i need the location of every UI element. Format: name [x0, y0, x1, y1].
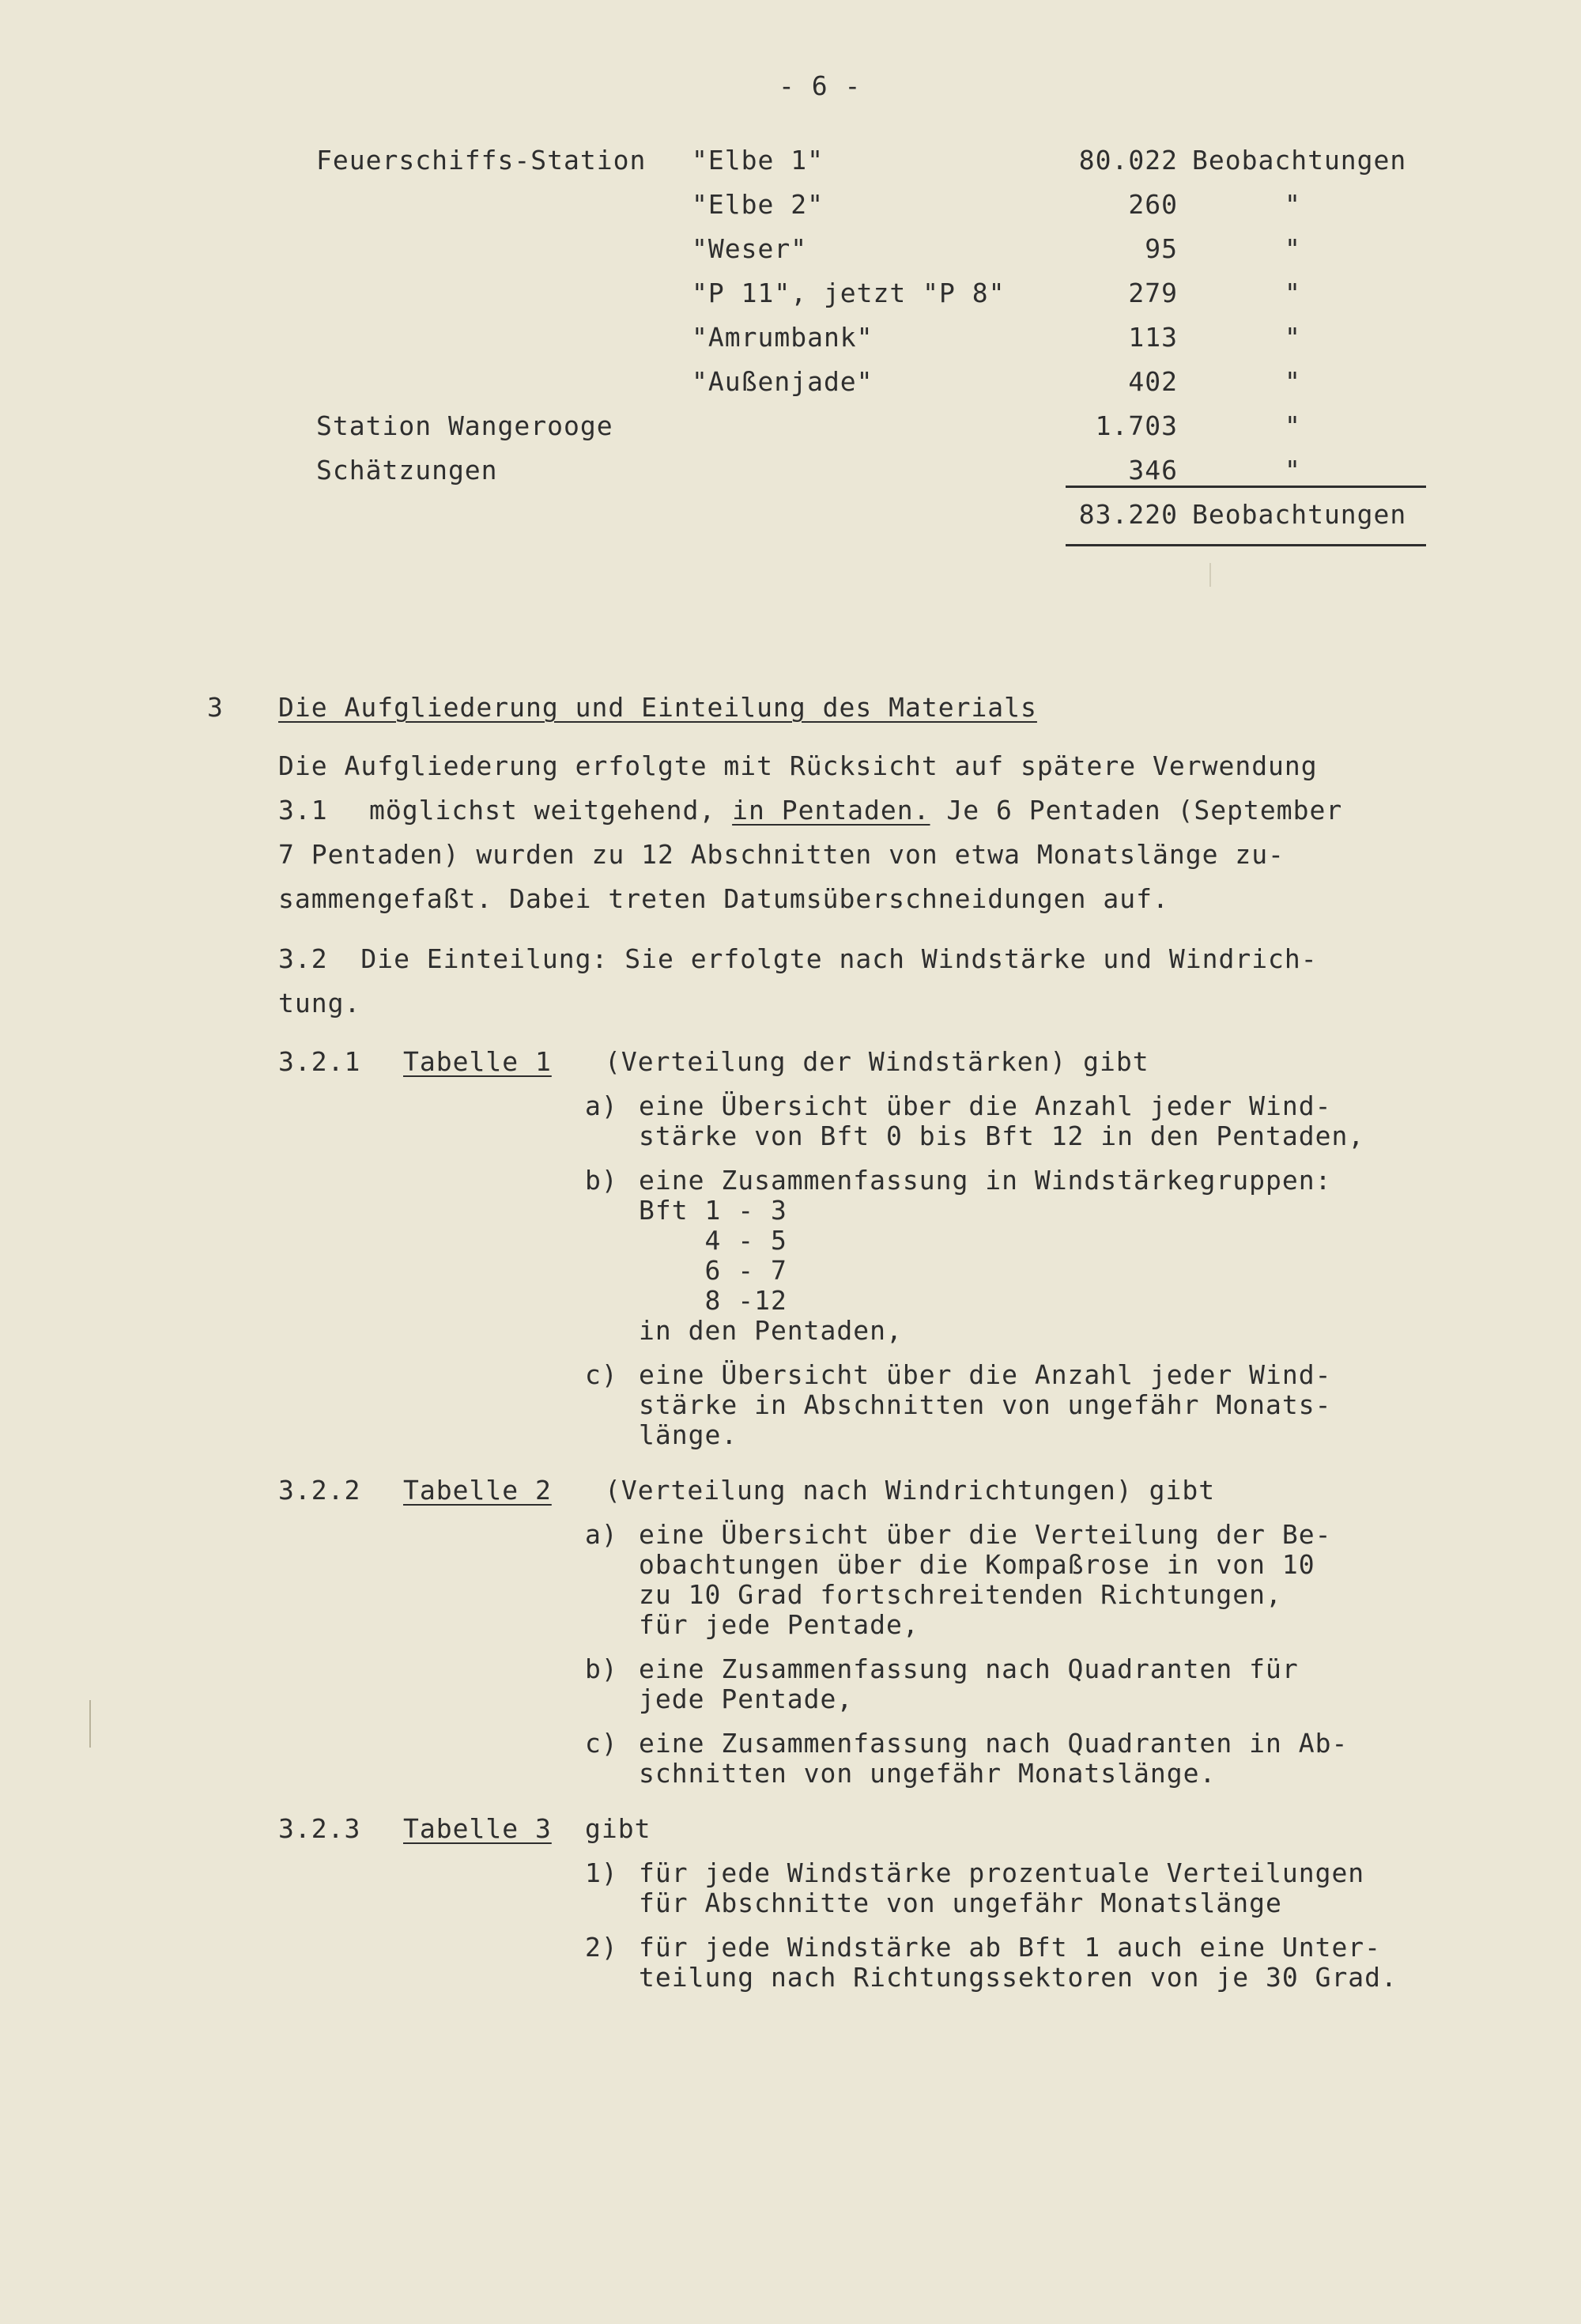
sum-rule: [1066, 486, 1426, 488]
station-count: 346: [1128, 455, 1178, 486]
t1-number: 3.2.1: [278, 1046, 361, 1077]
p32-line: 3.2 Die Einteilung: Sie erfolgte nach Windstärke und Windrich-: [278, 943, 1318, 974]
list-line: für jede Windstärke ab Bft 1 auch eine Unter-: [639, 1932, 1382, 1963]
station-label: Schätzungen: [316, 455, 498, 486]
station-count: 402: [1128, 366, 1178, 397]
paper-mark: [89, 1700, 91, 1748]
station-name: "Amrumbank": [692, 322, 874, 353]
t3-number: 3.2.3: [278, 1813, 361, 1844]
station-count: 1.703: [1095, 410, 1178, 441]
station-count: 80.022: [1078, 145, 1178, 176]
list-marker: 1): [585, 1857, 618, 1888]
page-number: - 6 -: [779, 70, 862, 101]
station-unit: ": [1285, 278, 1301, 308]
list-marker: a): [585, 1090, 618, 1121]
station-unit: ": [1285, 322, 1301, 353]
station-name: "Elbe 1": [692, 145, 824, 176]
list-line: eine Übersicht über die Verteilung der Be-: [639, 1519, 1332, 1550]
list-line: für Abschnitte von ungefähr Monatslänge: [639, 1888, 1282, 1918]
p31-text: möglichst weitgehend, in Pentaden. Je 6 Pentaden (September: [369, 795, 1343, 826]
t3-desc: gibt: [585, 1813, 651, 1844]
station-unit: ": [1285, 410, 1301, 441]
p32-line: tung.: [278, 988, 361, 1018]
station-name: "Außenjade": [692, 366, 874, 397]
station-unit: ": [1285, 189, 1301, 220]
section-number: 3: [207, 692, 224, 723]
list-line: eine Zusammenfassung in Windstärkegruppen:: [639, 1165, 1332, 1196]
section-title: Die Aufgliederung und Einteilung des Materials: [278, 692, 1037, 723]
list-line: eine Zusammenfassung nach Quadranten in Ab-: [639, 1728, 1349, 1759]
list-line: 6 - 7: [639, 1255, 787, 1286]
list-line: eine Übersicht über die Anzahl jeder Wind-: [639, 1359, 1332, 1390]
list-line: eine Zusammenfassung nach Quadranten für: [639, 1653, 1299, 1684]
t1-desc: (Verteilung der Windstärken) gibt: [605, 1046, 1149, 1077]
total-double-rule: [1066, 544, 1426, 546]
list-line: schnitten von ungefähr Monatslänge.: [639, 1758, 1217, 1789]
list-line: stärke in Abschnitten von ungefähr Monats-: [639, 1389, 1332, 1420]
station-count: 260: [1128, 189, 1178, 220]
intro-line: Die Aufgliederung erfolgte mit Rücksicht auf spätere Verwendung: [278, 750, 1318, 781]
list-line: zu 10 Grad fortschreitenden Richtungen,: [639, 1579, 1282, 1610]
station-unit: ": [1285, 455, 1301, 486]
station-count: 279: [1128, 278, 1178, 308]
list-line: obachtungen über die Kompaßrose in von 10: [639, 1549, 1315, 1580]
p31-line: 7 Pentaden) wurden zu 12 Abschnitten von etwa Monatslänge zu-: [278, 839, 1285, 870]
paper-mark: [1209, 563, 1211, 587]
list-line: länge.: [639, 1419, 738, 1450]
station-name: "P 11", jetzt "P 8": [692, 278, 1006, 308]
list-line: Bft 1 - 3: [639, 1195, 787, 1226]
list-line: für jede Pentade,: [639, 1609, 919, 1640]
station-unit: ": [1285, 233, 1301, 264]
list-line: eine Übersicht über die Anzahl jeder Wind-: [639, 1090, 1332, 1121]
list-line: 4 - 5: [639, 1225, 787, 1256]
list-line: für jede Windstärke prozentuale Verteilungen: [639, 1857, 1365, 1888]
station-label: Station Wangerooge: [316, 410, 613, 441]
t2-name: Tabelle 2: [403, 1475, 552, 1506]
list-line: teilung nach Richtungssektoren von je 30 Grad.: [639, 1962, 1398, 1993]
station-unit: ": [1285, 366, 1301, 397]
list-marker: b): [585, 1165, 618, 1196]
list-marker: c): [585, 1728, 618, 1759]
t2-number: 3.2.2: [278, 1475, 361, 1506]
t2-desc: (Verteilung nach Windrichtungen) gibt: [605, 1475, 1216, 1506]
station-count: 95: [1145, 233, 1178, 264]
list-line: stärke von Bft 0 bis Bft 12 in den Pentaden,: [639, 1120, 1365, 1151]
list-marker: b): [585, 1653, 618, 1684]
p31-line: sammengefaßt. Dabei treten Datumsüberschneidungen auf.: [278, 883, 1169, 914]
t1-name: Tabelle 1: [403, 1046, 552, 1077]
list-line: jede Pentade,: [639, 1683, 854, 1714]
total-unit: Beobachtungen: [1192, 499, 1407, 530]
station-name: "Elbe 2": [692, 189, 824, 220]
total-count: 83.220: [1078, 499, 1178, 530]
list-line: 8 -12: [639, 1285, 787, 1316]
station-count: 113: [1128, 322, 1178, 353]
station-label: Feuerschiffs-Station: [316, 145, 647, 176]
p31-number: 3.1: [278, 795, 328, 826]
station-name: "Weser": [692, 233, 808, 264]
list-line: in den Pentaden,: [639, 1315, 903, 1346]
list-marker: 2): [585, 1932, 618, 1963]
list-marker: a): [585, 1519, 618, 1550]
station-unit: Beobachtungen: [1192, 145, 1407, 176]
list-marker: c): [585, 1359, 618, 1390]
t3-name: Tabelle 3: [403, 1813, 552, 1844]
